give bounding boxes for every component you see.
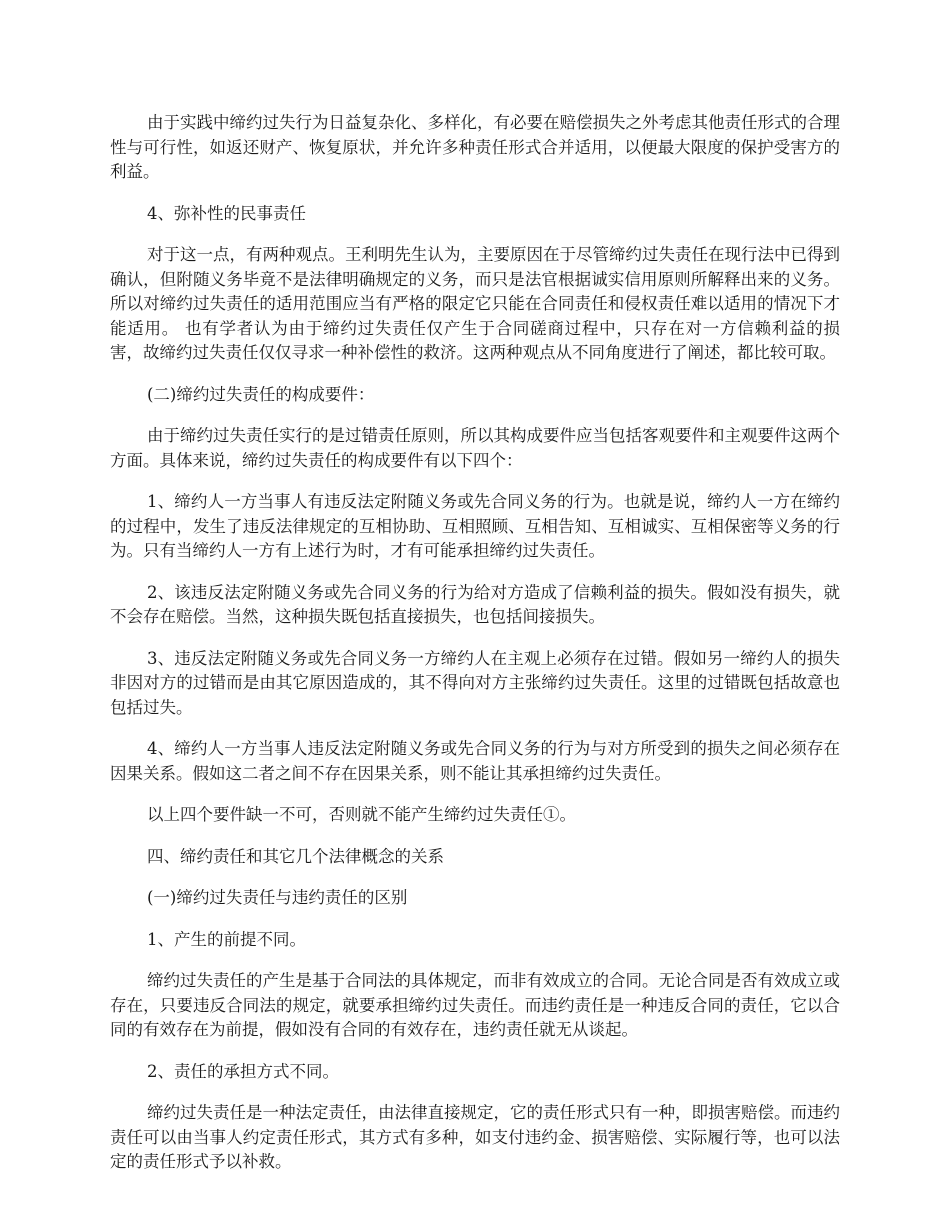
paragraph: 4、缔约人一方当事人违反法定附随义务或先合同义务的行为与对方所受到的损失之间必须存在因果关系。假如这二者之间不存在因果关系，则不能让其承担缔约过失责任。: [110, 739, 840, 783]
subsection-heading: (一)缔约过失责任与违约责任的区别: [147, 888, 408, 907]
paragraph: 对于这一点，有两种观点。王利明先生认为，主要原因在于尽管缔约过失责任在现行法中已得到确认，但附随义务毕竟不是法律明确规定的义务，而只是法官根据诚实信用原则所解释出来的义务。所以对缔约过失责任的适用范围应当有严格的限定它只能在合同责任和侵权责任难以适用的情况下才能适用。 也有学者认为由于缔约过失责任仅产生于合同磋商过程中，只存在对一方信赖利益的损害，故缔约过失责任仅仅寻求一种补偿性的救济。这两种观点从不同角度进行了阐述，都比较可取。: [110, 245, 840, 362]
paragraph: 1、缔约人一方当事人有违反法定附随义务或先合同义务的行为。也就是说，缔约人一方在缔约的过程中，发生了违反法律规定的互相协助、互相照顾、互相告知、互相诚实、互相保密等义务的行为。只有当缔约人一方有上述行为时，才有可能承担缔约过失责任。: [110, 492, 840, 560]
paragraph: 3、违反法定附随义务或先合同义务一方缔约人在主观上必须存在过错。假如另一缔约人的损失非因对方的过错而是由其它原因造成的，其不得向对方主张缔约过失责任。这里的过错既包括故意也包括过失。: [110, 648, 840, 717]
section-heading: 四、缔约责任和其它几个法律概念的关系: [147, 846, 444, 866]
paragraph: 由于缔约过失责任实行的是过错责任原则，所以其构成要件应当包括客观要件和主观要件这两个方面。具体来说，缔约过失责任的构成要件有以下四个：: [110, 426, 840, 470]
section-heading: (二)缔约过失责任的构成要件：: [147, 384, 375, 404]
paragraph: 缔约过失责任的产生是基于合同法的具体规定，而非有效成立的合同。无论合同是否有效成立或存在，只要违反合同法的规定，就要承担缔约过失责任。而违约责任是一种违反合同的责任，它以合同的有效存在为前提，假如没有合同的有效存在，违约责任就无从谈起。: [110, 971, 840, 1039]
point-heading: 2、责任的承担方式不同。: [147, 1061, 339, 1081]
paragraph: 由于实践中缔约过失行为日益复杂化、多样化，有必要在赔偿损失之外考虑其他责任形式的合理性与可行性，如返还财产、恢复原状，并允许多种责任形式合并适用，以便最大限度的保护受害方的利益。: [110, 113, 840, 181]
section-heading: 4、弥补性的民事责任: [147, 203, 306, 223]
paragraph: 缔约过失责任是一种法定责任，由法律直接规定，它的责任形式只有一种，即损害赔偿。而违约责任可以由当事人约定责任形式，其方式有多种，如支付违约金、损害赔偿、实际履行等，也可以法定的责任形式予以补救。: [110, 1103, 840, 1171]
point-heading: 1、产生的前提不同。: [147, 929, 306, 949]
summary-line: 以上四个要件缺一不可，否则就不能产生缔约过失责任①。: [147, 805, 576, 824]
paragraph: 2、该违反法定附随义务或先合同义务的行为给对方造成了信赖利益的损失。假如没有损失，就不会存在赔偿。当然，这种损失既包括直接损失，也包括间接损失。: [110, 582, 840, 626]
